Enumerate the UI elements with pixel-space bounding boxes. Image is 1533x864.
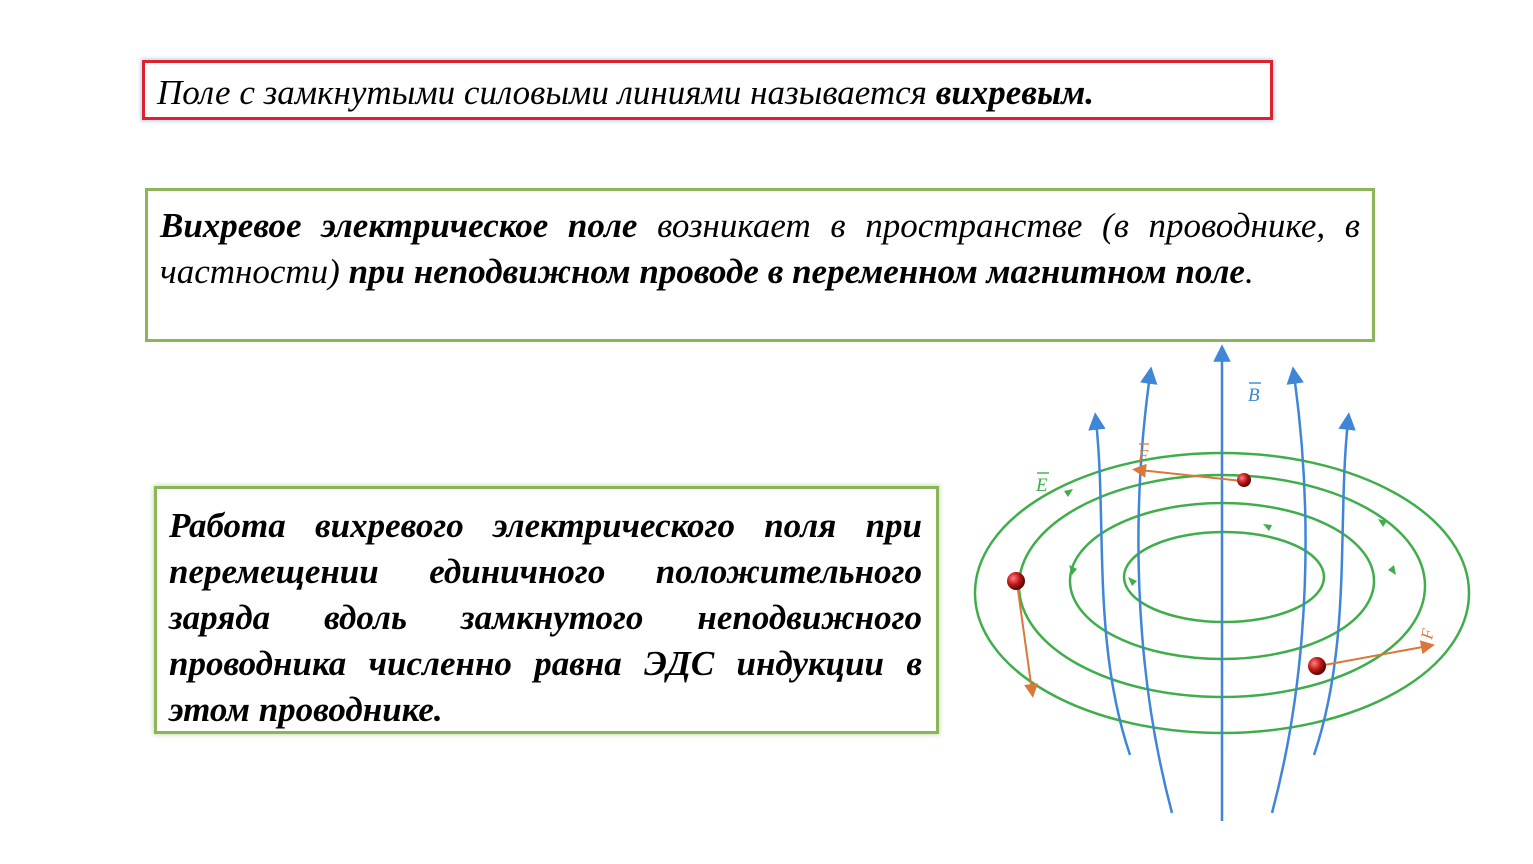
- charge-right: [1308, 657, 1326, 675]
- work-text: Работа вихревого электрического поля при перемещении единичного положительного заряда вдоль замкнутого неподвижного проводника численно равна ЭДС индукции в этом проводнике.: [169, 506, 922, 729]
- b-line-right-inner: [1272, 375, 1306, 813]
- charge-top: [1237, 473, 1251, 487]
- vortex-field-term: Вихревое электрическое поле: [160, 206, 638, 245]
- diagram-svg: [972, 343, 1472, 825]
- label-f-right: F: [1417, 627, 1438, 641]
- b-line-left-inner: [1138, 375, 1172, 813]
- vortex-field-box: [145, 188, 1375, 342]
- label-b: B: [1248, 385, 1260, 406]
- charges: [1007, 473, 1326, 675]
- work-box: [154, 486, 939, 734]
- force-vector-left: [1017, 583, 1032, 691]
- definition-term: вихревым.: [935, 73, 1094, 112]
- label-e: E: [1036, 475, 1048, 496]
- label-f-top: F: [1138, 446, 1149, 465]
- charge-left: [1007, 572, 1025, 590]
- vortex-field-condition: при неподвижном проводе в переменном магнитном поле: [348, 252, 1245, 291]
- e-line-inner: [1124, 532, 1324, 622]
- vortex-field-text-1: возникает в пространстве (в проводнике, в частности): [160, 206, 1360, 291]
- definition-box: [142, 60, 1273, 120]
- magnetic-field-lines: [1096, 353, 1348, 821]
- definition-text: Поле с замкнутыми силовыми линиями называется: [157, 73, 936, 112]
- vortex-field-period: .: [1244, 252, 1254, 291]
- vortex-field-diagram: [972, 343, 1472, 825]
